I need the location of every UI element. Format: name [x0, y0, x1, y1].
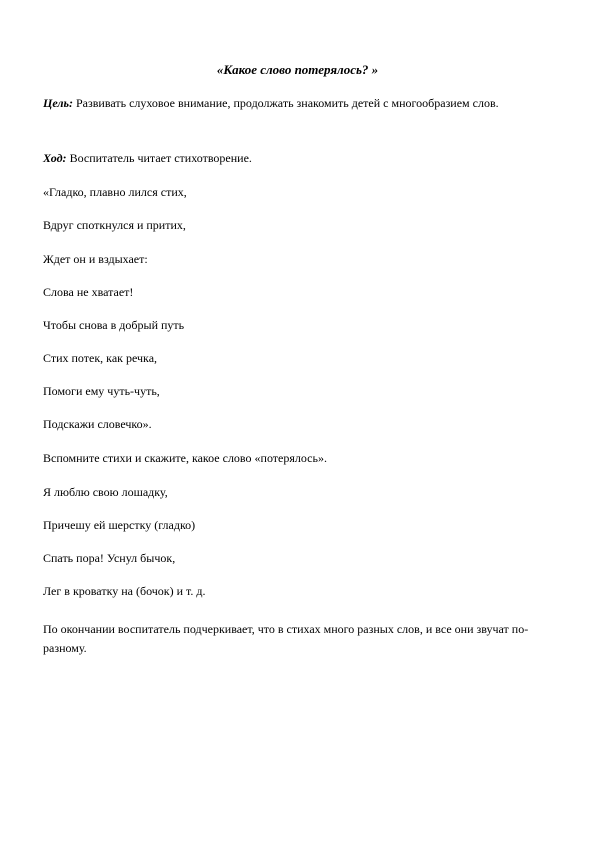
goal-text: Развивать слуховое внимание, продолжать знакомить детей с многообразием слов. — [73, 96, 499, 110]
poem-line: Подскажи словечко». — [43, 417, 152, 431]
poem-line: Помоги ему чуть-чуть, — [43, 384, 160, 398]
example-line: Лег в кроватку на (бочок) и т. д. — [43, 584, 206, 598]
conclusion-paragraph: По окончании воспитатель подчеркивает, что в стихах много разных слов, и все они звучат по-разному. — [43, 622, 529, 655]
procedure-text: Воспитатель читает стихотворение. — [66, 151, 252, 165]
procedure-label: Ход: — [43, 151, 67, 165]
goal-label: Цель: — [43, 96, 73, 110]
page-title: «Какое слово потерялось? » — [216, 62, 379, 77]
poem-line: Слова не хватает! — [43, 285, 134, 299]
poem-line: Ждет он и вздыхает: — [43, 252, 148, 266]
example-line: Я люблю свою лошадку, — [43, 485, 168, 499]
poem-line: «Гладко, плавно лился стих, — [43, 185, 187, 199]
procedure-paragraph — [43, 151, 553, 166]
poem-line: Вдруг споткнулся и притих, — [43, 218, 186, 232]
goal-paragraph — [43, 96, 553, 111]
poem-line: Стих потек, как речка, — [43, 351, 158, 365]
poem-line: Чтобы снова в добрый путь — [43, 318, 185, 332]
example-line: Причешу ей шерстку (гладко) — [43, 518, 196, 532]
instruction-paragraph: Вспомните стихи и скажите, какое слово «потерялось». — [43, 451, 327, 465]
example-line: Спать пора! Уснул бычок, — [43, 551, 176, 565]
